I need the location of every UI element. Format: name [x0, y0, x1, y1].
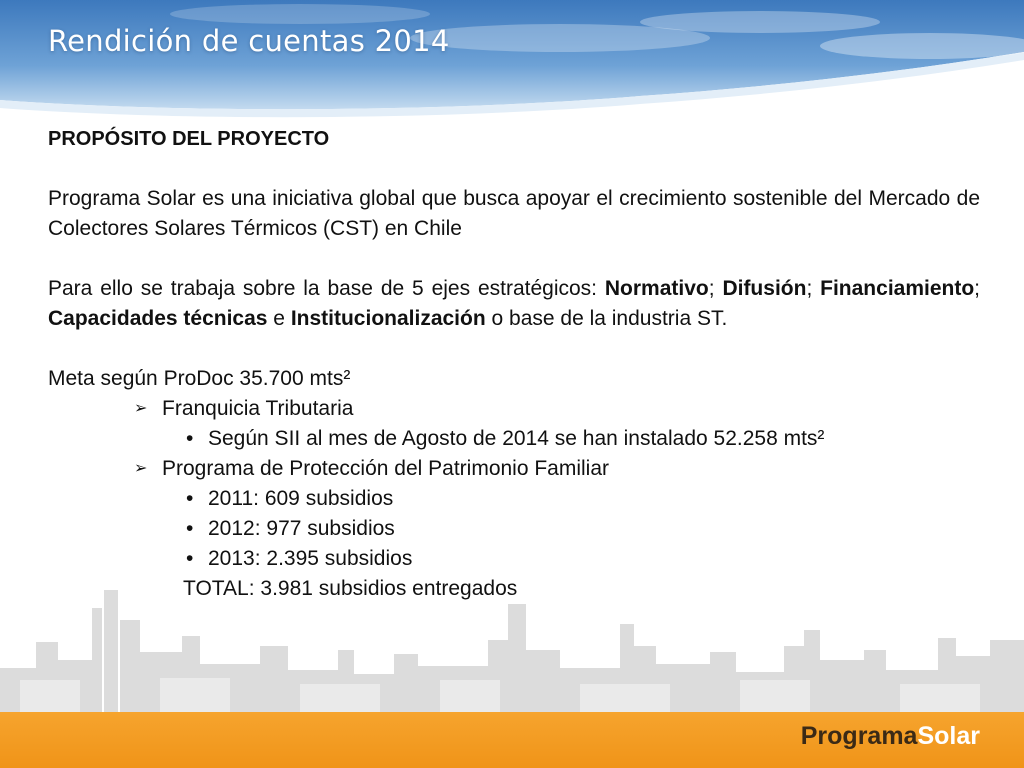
round-bullet-icon: • [186, 427, 194, 450]
axes-lead-text: Para ello se trabaja sobre la base de 5 ejes estratégicos: [48, 277, 605, 300]
round-bullet-icon: • [186, 517, 194, 540]
axes-separator: ; [974, 277, 981, 300]
list-subitem-text: 2013: 2.395 subsidios [208, 547, 413, 570]
list-subitem [186, 514, 980, 544]
footer-bar [0, 712, 1024, 768]
list-subitem-text: 2011: 609 subsidios [208, 487, 394, 510]
axes-tail-text: o base de la industria ST. [485, 307, 728, 330]
total-line: TOTAL: 3.981 subsidios entregados [183, 577, 518, 600]
brand-text-solar: Solar [917, 722, 980, 750]
list-item-proteccion-patrimonio [134, 454, 980, 484]
list-subitem [186, 484, 980, 514]
arrow-bullet-icon: ➢ [134, 400, 148, 417]
goal-line: Meta según ProDoc 35.700 mts² [48, 367, 351, 390]
list-item-title: Franquicia Tributaria [162, 397, 354, 420]
intro-paragraph: Programa Solar es una iniciativa global que busca apoyar el crecimiento sostenible del Mercado de Colectores Solares Térmicos (CST) en Chile [48, 187, 980, 240]
list-item-franquicia-tributaria [134, 394, 980, 424]
axes-conjunction: e [267, 307, 291, 330]
brand-text-programa: Programa [800, 722, 918, 750]
axis-difusion: Difusión [722, 277, 807, 300]
list-subitem [186, 544, 980, 574]
axis-financiamiento: Financiamiento [820, 277, 975, 300]
axis-normativo: Normativo [604, 277, 709, 300]
sky-header-background [0, 0, 1024, 130]
arrow-bullet-icon: ➢ [134, 460, 148, 477]
list-subitem [186, 424, 980, 454]
round-bullet-icon: • [186, 547, 194, 570]
axes-separator: ; [708, 277, 723, 300]
strategic-axes-paragraph [48, 274, 980, 334]
axis-institucionalizacion: Institucionalización [290, 307, 486, 330]
slide-title: Rendición de cuentas 2014 [48, 24, 450, 58]
slide-body [48, 124, 980, 604]
axes-separator: ; [806, 277, 821, 300]
brand-logo [801, 722, 980, 751]
round-bullet-icon: • [186, 487, 194, 510]
list-subitem-text: Según SII al mes de Agosto de 2014 se han instalado 52.258 mts² [208, 427, 825, 450]
list-item-title: Programa de Protección del Patrimonio Familiar [162, 457, 610, 480]
list-subitem-text: 2012: 977 subsidios [208, 517, 395, 540]
section-heading: PROPÓSITO DEL PROYECTO [48, 128, 330, 150]
axis-capacidades-tecnicas: Capacidades técnicas [48, 307, 268, 330]
